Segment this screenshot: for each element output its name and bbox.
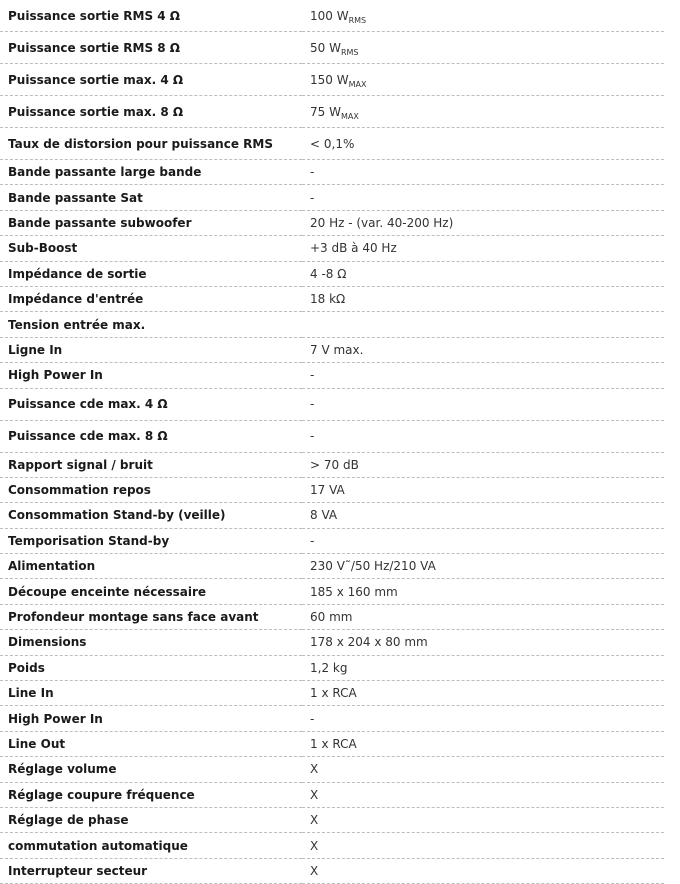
spec-value-text: < 0,1% bbox=[310, 136, 355, 151]
spec-row bbox=[0, 312, 664, 337]
spec-value-text: 1 x RCA bbox=[310, 737, 357, 751]
spec-label: Profondeur montage sans face avant bbox=[8, 610, 259, 625]
spec-value bbox=[302, 32, 664, 64]
spec-value-text: X bbox=[310, 762, 319, 777]
spec-row bbox=[0, 681, 664, 706]
spec-label: Rapport signal / bruit bbox=[8, 457, 153, 472]
spec-value-text: - bbox=[310, 429, 315, 444]
spec-row bbox=[0, 604, 664, 629]
spec-value bbox=[302, 363, 664, 388]
spec-value-text: > 70 dB bbox=[310, 457, 359, 472]
spec-value bbox=[302, 630, 664, 655]
spec-row bbox=[0, 528, 664, 553]
spec-value bbox=[302, 0, 664, 32]
spec-label: Interrupteur secteur bbox=[8, 863, 148, 878]
spec-value-text: 100 W bbox=[310, 8, 349, 23]
spec-value bbox=[302, 757, 664, 782]
spec-value-text: - bbox=[310, 165, 315, 180]
spec-row bbox=[0, 64, 664, 96]
spec-row bbox=[0, 858, 664, 883]
spec-label: Puissance sortie max. 8 Ω bbox=[8, 104, 184, 119]
spec-row bbox=[0, 32, 664, 64]
spec-label: Sub-Boost bbox=[8, 241, 78, 256]
spec-label: Puissance sortie RMS 4 Ω bbox=[8, 8, 181, 23]
spec-row bbox=[0, 782, 664, 807]
spec-value bbox=[302, 731, 664, 756]
spec-row bbox=[0, 554, 664, 579]
spec-value-text: 230 V˜/50 Hz/210 VA bbox=[310, 559, 436, 574]
spec-row bbox=[0, 236, 664, 261]
spec-label: Réglage de phase bbox=[8, 813, 129, 828]
spec-value-text: - bbox=[310, 368, 315, 383]
spec-row bbox=[0, 833, 664, 858]
spec-label: Puissance cde max. 8 Ω bbox=[8, 429, 168, 444]
spec-value bbox=[302, 807, 664, 832]
spec-row bbox=[0, 731, 664, 756]
spec-value bbox=[302, 185, 664, 210]
spec-value-text: - bbox=[310, 397, 315, 412]
spec-value bbox=[302, 681, 664, 706]
spec-label: Réglage volume bbox=[8, 762, 117, 777]
spec-label: Taux de distorsion pour puissance RMS bbox=[8, 136, 273, 151]
spec-label: Ligne In bbox=[8, 342, 63, 357]
spec-value-text: 20 Hz - (var. 40-200 Hz) bbox=[310, 215, 454, 230]
spec-value bbox=[302, 388, 664, 420]
spec-value-subscript: MAX bbox=[348, 79, 367, 89]
spec-row bbox=[0, 757, 664, 782]
spec-label: Puissance sortie max. 4 Ω bbox=[8, 72, 184, 87]
spec-row bbox=[0, 96, 664, 128]
spec-value-text: X bbox=[310, 813, 319, 828]
spec-value bbox=[302, 96, 664, 128]
spec-value-text: 7 V max. bbox=[310, 342, 364, 357]
spec-value bbox=[302, 160, 664, 185]
spec-row bbox=[0, 261, 664, 286]
spec-row bbox=[0, 185, 664, 210]
spec-row bbox=[0, 286, 664, 311]
spec-label: High Power In bbox=[8, 711, 103, 726]
spec-value bbox=[302, 833, 664, 858]
spec-row bbox=[0, 452, 664, 477]
spec-label: commutation automatique bbox=[8, 838, 188, 853]
spec-value-text: 50 W bbox=[310, 40, 341, 55]
spec-value bbox=[302, 503, 664, 528]
spec-value bbox=[302, 420, 664, 452]
spec-value bbox=[302, 604, 664, 629]
spec-value-text: 185 x 160 mm bbox=[310, 584, 398, 599]
spec-row bbox=[0, 807, 664, 832]
spec-label: Impédance de sortie bbox=[8, 266, 147, 281]
spec-value-text: 18 kΩ bbox=[310, 292, 346, 307]
spec-value bbox=[302, 706, 664, 731]
spec-row bbox=[0, 210, 664, 235]
spec-label: Bande passante subwoofer bbox=[8, 215, 192, 230]
spec-value-text: - bbox=[310, 711, 315, 726]
spec-label: Bande passante large bande bbox=[8, 165, 202, 180]
spec-row bbox=[0, 630, 664, 655]
spec-label: Line Out bbox=[8, 737, 66, 751]
spec-label: High Power In bbox=[8, 368, 103, 383]
spec-label: Puissance cde max. 4 Ω bbox=[8, 397, 168, 412]
spec-row bbox=[0, 579, 664, 604]
spec-value-subscript: RMS bbox=[348, 15, 367, 25]
spec-row bbox=[0, 420, 664, 452]
spec-value bbox=[302, 782, 664, 807]
spec-row bbox=[0, 477, 664, 502]
spec-value bbox=[302, 858, 664, 883]
spec-value bbox=[302, 261, 664, 286]
spec-value bbox=[302, 452, 664, 477]
spec-label: Consommation Stand-by (veille) bbox=[8, 508, 226, 523]
spec-value bbox=[302, 210, 664, 235]
spec-value-text: +3 dB à 40 Hz bbox=[310, 241, 397, 256]
spec-label: Poids bbox=[8, 660, 45, 675]
spec-value-subscript: MAX bbox=[340, 111, 359, 121]
spec-label: Consommation repos bbox=[8, 483, 151, 498]
spec-value-text: 178 x 204 x 80 mm bbox=[310, 635, 428, 650]
spec-value-text: X bbox=[310, 863, 319, 878]
spec-value-subscript: RMS bbox=[340, 47, 359, 57]
spec-value-text: X bbox=[310, 838, 319, 853]
spec-value bbox=[302, 64, 664, 96]
spec-value bbox=[302, 128, 664, 160]
spec-row bbox=[0, 363, 664, 388]
spec-value bbox=[302, 554, 664, 579]
spec-row bbox=[0, 388, 664, 420]
spec-label: Bande passante Sat bbox=[8, 190, 143, 205]
spec-label: Réglage coupure fréquence bbox=[8, 787, 195, 802]
spec-value bbox=[302, 312, 664, 337]
spec-value bbox=[302, 286, 664, 311]
spec-label: Line In bbox=[8, 686, 54, 701]
spec-row bbox=[0, 128, 664, 160]
spec-row bbox=[0, 706, 664, 731]
spec-value-text: - bbox=[310, 533, 315, 548]
spec-value bbox=[302, 655, 664, 680]
spec-value-text: 1,2 kg bbox=[310, 660, 348, 675]
spec-value-text: 150 W bbox=[310, 72, 349, 87]
spec-label: Puissance sortie RMS 8 Ω bbox=[8, 40, 181, 55]
spec-value-text: X bbox=[310, 787, 319, 802]
spec-label: Dimensions bbox=[8, 635, 87, 650]
spec-label: Découpe enceinte nécessaire bbox=[8, 584, 207, 599]
spec-value-text: - bbox=[310, 190, 315, 205]
spec-value bbox=[302, 236, 664, 261]
spec-label: Tension entrée max. bbox=[8, 317, 146, 332]
spec-row bbox=[0, 503, 664, 528]
spec-label: Impédance d'entrée bbox=[8, 292, 144, 307]
spec-value bbox=[302, 477, 664, 502]
spec-value-text: 17 VA bbox=[310, 483, 345, 498]
spec-value-text: 75 W bbox=[310, 104, 341, 119]
spec-label: Temporisation Stand-by bbox=[8, 533, 170, 548]
spec-row bbox=[0, 0, 664, 32]
spec-row bbox=[0, 655, 664, 680]
spec-value bbox=[302, 528, 664, 553]
spec-value-text: 8 VA bbox=[310, 508, 338, 523]
spec-row bbox=[0, 337, 664, 362]
spec-row bbox=[0, 160, 664, 185]
spec-label: Alimentation bbox=[8, 559, 96, 574]
spec-value-text: 1 x RCA bbox=[310, 686, 357, 701]
spec-value-text: 60 mm bbox=[310, 610, 353, 625]
spec-value bbox=[302, 579, 664, 604]
spec-value-text: 4 -8 Ω bbox=[310, 266, 347, 281]
spec-value bbox=[302, 337, 664, 362]
